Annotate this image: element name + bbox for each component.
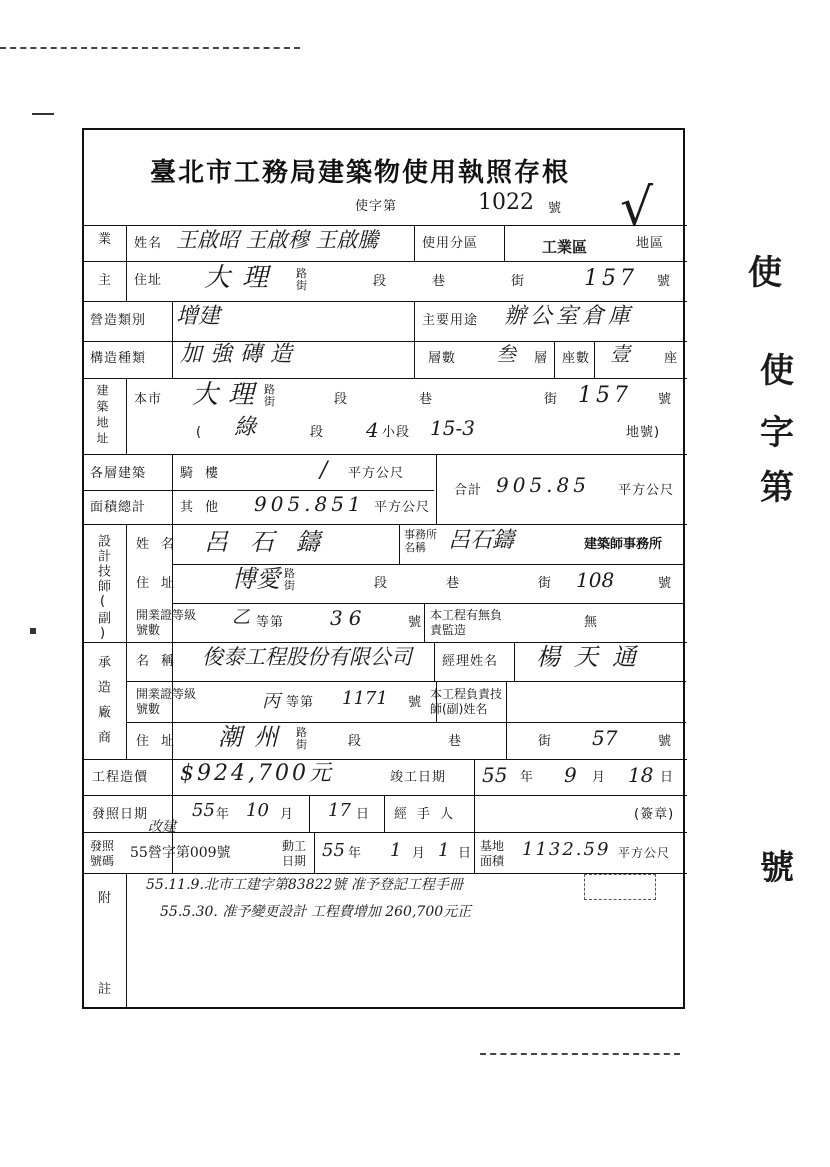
page-title: 臺北市工務局建築物使用執照存根 (150, 158, 571, 188)
area-unit: 平方公尺 (374, 500, 431, 515)
base-area-value: 1132.59 (522, 839, 611, 860)
scan-edge-mark (480, 1053, 680, 1055)
main-use: 辦公室倉庫 (504, 304, 635, 329)
area-unit: 平方公尺 (618, 846, 671, 860)
contractor-name: 俊泰工程股份有限公司 (202, 645, 412, 669)
small-section-unit: 小段 (382, 425, 411, 440)
col-rule (424, 603, 425, 642)
day-unit: 日 (660, 770, 675, 785)
issue-year: 55 (192, 800, 215, 821)
note-2: 55.5.30. 准予變更設計 工程費增加 260,700元正 (160, 904, 472, 920)
buildings: 壹 (610, 342, 630, 366)
row-rule (84, 341, 687, 342)
issue-month: 10 (246, 800, 269, 821)
row-rule (84, 795, 687, 796)
col-rule (126, 524, 127, 759)
zoning-value: 工業區 (542, 238, 588, 256)
owner-names: 王啟昭 王啟穆 王啟騰 (176, 228, 379, 252)
start-date-label: 動工日期 (282, 839, 307, 868)
floors: 叁 (496, 342, 516, 366)
col-rule (309, 795, 310, 832)
issue-day: 17 (328, 800, 351, 821)
grade-label: 等第 (286, 695, 315, 710)
floors-unit: 層 (534, 351, 549, 366)
supervision-label: 本工程有無負責監造 (430, 608, 503, 637)
office-label: 事務所名稱 (404, 528, 437, 554)
designer-address-number: 108 (576, 568, 615, 592)
permit-suffix: 號 (548, 201, 563, 216)
floor-area-label: 各層建築 (90, 466, 147, 481)
cost-label: 工程造價 (92, 770, 149, 785)
edge-char: 使 (748, 253, 782, 293)
row-rule (84, 524, 687, 525)
start-day: 1 (438, 840, 450, 861)
number-unit: 號 (658, 576, 673, 591)
col-rule (384, 795, 385, 832)
start-year: 55 (322, 840, 345, 861)
sub-rule (172, 603, 685, 604)
col-rule (474, 832, 475, 873)
number-unit: 號 (658, 734, 673, 749)
col-rule (414, 301, 415, 378)
col-rule (399, 524, 400, 564)
number-unit: 號 (658, 392, 673, 407)
manager-label: 經理姓名 (442, 654, 499, 669)
sub-rule (126, 722, 686, 723)
floor-area-label: 面積總計 (90, 500, 147, 515)
street-unit: 街 (544, 392, 559, 407)
notes-label: 註 (98, 982, 113, 997)
designer-section-label: 設計技師(副) (95, 534, 110, 643)
permit-code-value: 55營字第009號 (130, 845, 231, 861)
owner-address-number: 157 (584, 266, 638, 291)
office-name: 呂石鑄 (448, 528, 515, 553)
col-rule (434, 642, 435, 681)
row-rule (84, 454, 687, 455)
completion-label: 竣工日期 (390, 770, 447, 785)
contractor-address-label: 住址 (136, 734, 187, 749)
contractor-license-number: 1171 (342, 688, 388, 709)
small-section: 4 (366, 418, 379, 442)
buildings-unit: 座 (664, 351, 679, 366)
completion-year: 55 (482, 763, 508, 787)
site-number: 157 (578, 383, 632, 408)
year-unit: 年 (216, 807, 231, 822)
section-unit: 段 (374, 576, 389, 591)
edge-char: 使 (760, 351, 794, 391)
year-unit: 年 (348, 846, 363, 861)
cost-value: $924,700元 (180, 761, 334, 786)
license-number-unit: 號 (408, 615, 423, 630)
row-rule (84, 378, 687, 379)
month-unit: 月 (412, 846, 427, 861)
col-rule (172, 301, 173, 378)
handler-label: 經手人 (394, 807, 464, 822)
other-label: 其他 (180, 500, 231, 515)
office-suffix: 建築師事務所 (584, 537, 663, 552)
scan-edge-mark (0, 47, 300, 49)
street-unit: 街 (538, 576, 553, 591)
total-area-label: 合計 (454, 483, 483, 498)
edge-char: 字 (760, 413, 794, 453)
other-area-value: 905.851 (254, 492, 365, 516)
manager-name: 楊天通 (536, 643, 650, 671)
construction-type: 增建 (176, 304, 221, 329)
area-unit: 平方公尺 (348, 466, 405, 481)
col-rule (126, 873, 127, 1009)
sub-rule (126, 681, 686, 682)
designer-license-number: 36 (330, 606, 368, 630)
designer-license-label: 開業證等級號數 (136, 608, 197, 637)
start-month: 1 (390, 840, 402, 861)
zoning-label: 使用分區 (422, 236, 479, 251)
col-rule (474, 795, 475, 832)
open-paren: ( (196, 425, 203, 440)
col-rule (474, 759, 475, 795)
row-rule (84, 261, 687, 262)
road-street-label: 路街 (264, 383, 275, 408)
col-rule (314, 832, 315, 873)
structure: 加強磚造 (180, 342, 301, 367)
supervision-value: 無 (584, 615, 599, 630)
road-street-label: 路街 (296, 726, 307, 751)
street-unit: 街 (511, 274, 526, 289)
total-area-value: 905.85 (496, 473, 590, 497)
month-unit: 月 (280, 807, 295, 822)
designer-name-label: 姓名 (136, 537, 187, 552)
base-area-label: 基地面積 (480, 839, 505, 868)
col-rule (126, 378, 127, 454)
site-district: 綠 (234, 415, 257, 440)
scan-speck (32, 113, 54, 115)
site-city-label: 本市 (134, 392, 163, 407)
col-rule (414, 225, 415, 261)
edge-char: 第 (760, 468, 794, 508)
owner-address-city: 大理 (204, 263, 281, 293)
day-unit: 日 (458, 846, 473, 861)
section-unit: 段 (373, 274, 388, 289)
floors-label: 層數 (428, 351, 457, 366)
col-rule (436, 454, 437, 524)
col-rule (126, 225, 127, 301)
year-unit: 年 (520, 770, 535, 785)
col-rule (594, 341, 595, 378)
number-unit: 號 (657, 274, 672, 289)
col-rule (172, 454, 173, 524)
lane-unit: 巷 (448, 734, 463, 749)
permit-code-annotation: 改建 (148, 819, 176, 835)
contractor-license-grade: 丙 (262, 691, 280, 712)
street-unit: 街 (538, 734, 553, 749)
row-rule (84, 225, 687, 226)
section-unit: 段 (348, 734, 363, 749)
grade-label: 等第 (256, 615, 285, 630)
road-street-label: 路街 (296, 267, 307, 292)
scan-speck (30, 628, 36, 634)
area-unit: 平方公尺 (618, 483, 675, 498)
notes-label: 附 (98, 891, 113, 906)
signature-label: (簽章) (634, 807, 675, 822)
row-rule (84, 301, 687, 302)
col-rule (172, 524, 173, 759)
main-use-label: 主要用途 (422, 313, 479, 328)
arcade-label: 騎樓 (180, 466, 231, 481)
completion-month: 9 (564, 763, 577, 787)
permit-number: 1022 (478, 190, 534, 215)
site-section-label: 建築地址 (95, 384, 109, 448)
road-street-label: 路街 (284, 567, 295, 592)
designer-address-label: 住址 (136, 576, 187, 591)
designer-license-grade: 乙 (232, 607, 250, 628)
district-unit: 段 (310, 425, 325, 440)
owner-name-label: 姓名 (134, 236, 163, 251)
zoning-suffix: 地區 (636, 236, 665, 251)
permit-prefix: 使字第 (355, 199, 398, 214)
day-unit: 日 (356, 807, 371, 822)
edge-char: 號 (760, 848, 794, 888)
owner-section-label: 主 (98, 273, 113, 288)
note-1: 55.11.9.北市工建字第83822號 准予登記工程手冊 (146, 877, 463, 893)
col-rule (504, 225, 505, 261)
section-unit: 段 (334, 392, 349, 407)
col-rule (554, 341, 555, 378)
contractor-section-label: 承造廠商 (95, 655, 110, 755)
license-number-unit: 號 (408, 695, 423, 710)
construction-type-label: 營造類別 (90, 313, 147, 328)
row-rule (84, 759, 687, 760)
lane-unit: 巷 (432, 274, 447, 289)
lot-number: 15-3 (430, 416, 475, 440)
permit-form (82, 128, 685, 1009)
engineer-label: 本工程負責技師(副)姓名 (430, 687, 503, 716)
stamp-mark (584, 874, 656, 900)
permit-code-label: 發照號碼 (90, 839, 115, 868)
owner-section-label: 業 (98, 232, 113, 247)
designer-address-road: 博愛 (232, 565, 280, 593)
contractor-address-road: 潮州 (218, 723, 290, 751)
completion-day: 18 (628, 763, 654, 787)
month-unit: 月 (592, 770, 607, 785)
contractor-name-label: 名稱 (136, 654, 187, 669)
issue-date-label: 發照日期 (92, 807, 149, 822)
arcade-value: / (320, 458, 328, 483)
corner-check-mark: √ (620, 178, 654, 238)
col-rule (514, 642, 515, 681)
lane-unit: 巷 (446, 576, 461, 591)
contractor-address-number: 57 (592, 726, 618, 750)
sub-rule (84, 490, 434, 491)
site-road: 大理 (192, 380, 265, 410)
contractor-license-label: 開業證等級號數 (136, 687, 197, 716)
lane-unit: 巷 (419, 392, 434, 407)
lot-unit: 地號) (626, 425, 661, 440)
owner-address-label: 住址 (134, 273, 163, 288)
designer-name: 呂石鑄 (204, 528, 342, 556)
buildings-label: 座數 (562, 351, 591, 366)
structure-label: 構造種類 (90, 351, 147, 366)
